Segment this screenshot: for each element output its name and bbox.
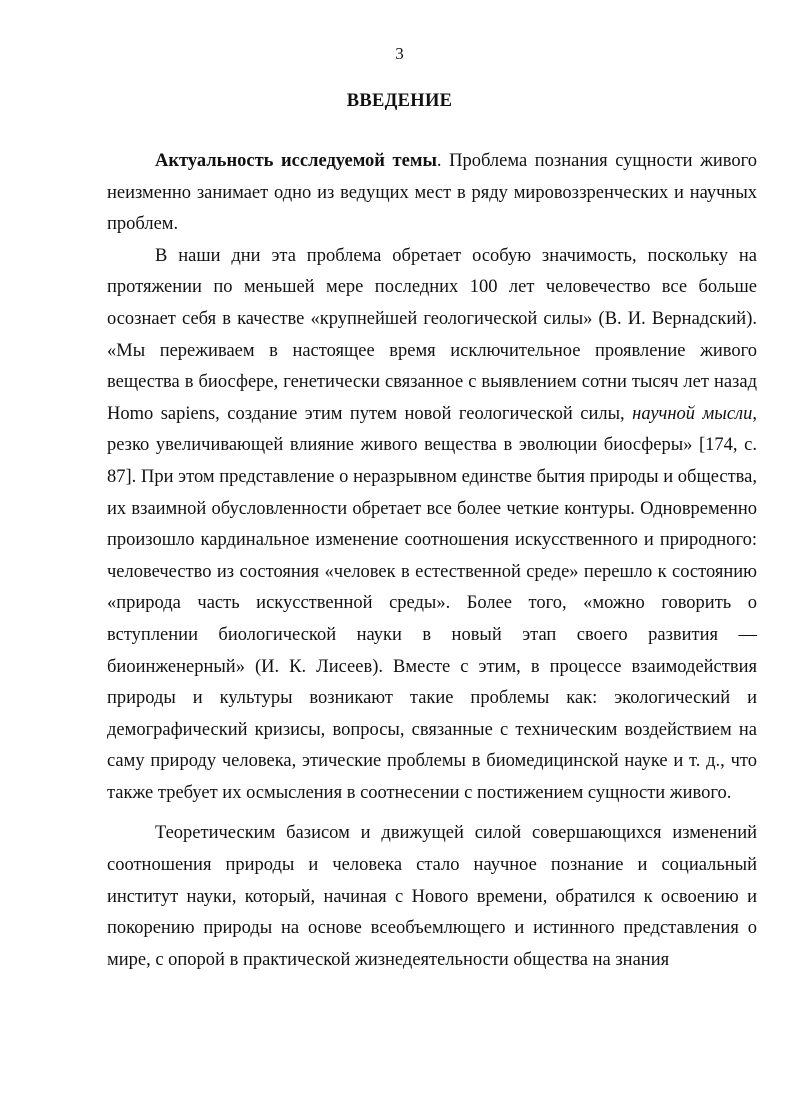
paragraph-text: , резко увеличивающей влияние живого вещества в эволюции биосферы» [174, с. 87]. При этом представление о неразрывном единстве бытия природы и общества, их взаимной обусловленности обретает все более четкие контуры. Одновременно произошло кардинальное изменение соотношения искусственного и природного: человечество из состояния «человек в естественной среде» перешло к состоянию «природа часть искусственной среды». Более того, «можно говорить о вступлении биологической науки в новый этап своего развития — биоинженерный» (И. К. Лисеев). Вместе с этим, в процессе взаимодействия природы и культуры возникают такие проблемы как: экологический и демографический кризисы, вопросы, связанные с техническим воздействием на саму природу человека, этические проблемы в биомедицинской науке и т. д., что также требует их осмысления в соотнесении с постижением сущности живого.: [107, 403, 757, 803]
paragraph-theoretical-basis: [107, 818, 757, 976]
paragraph-text: . Проблема познания сущности живого неизменно занимает одно из ведущих мест в ряду мировоззренческих и научных проблем.: [107, 151, 757, 235]
paragraph-text: Теоретическим базисом и движущей силой совершающихся изменений соотношения природы и человека стало научное познание и социальный институт науки, который, начиная с Нового времени, обратился к освоению и покорению природы на основе всеобъемлющего и истинного представления о мире, с опорой в практической жизнедеятельности общества на знания: [107, 823, 757, 970]
paragraph-lead-bold: Актуальность исследуемой темы: [155, 151, 437, 171]
page-number: 3: [395, 44, 404, 63]
body-text: [107, 146, 757, 976]
paragraph-relevance: [107, 146, 757, 241]
section-heading: ВВЕДЕНИЕ: [346, 91, 453, 111]
paragraph-italic-term: научной мысли: [632, 403, 753, 424]
paragraph-text: В наши дни эта проблема обретает особую значимость, поскольку на протяжении по меньшей мере последних 100 лет человечество все больше осознает себя в качестве «крупнейшей геологической силы» (В. И. Вернадский). «Мы переживаем в настоящее время исключительное проявление живого вещества в биосфере, генетически связанное с выявлением сотни тысяч лет назад Homo sapiens, создание этим путем новой геологической силы,: [107, 245, 757, 424]
paragraph-significance: [107, 241, 757, 810]
